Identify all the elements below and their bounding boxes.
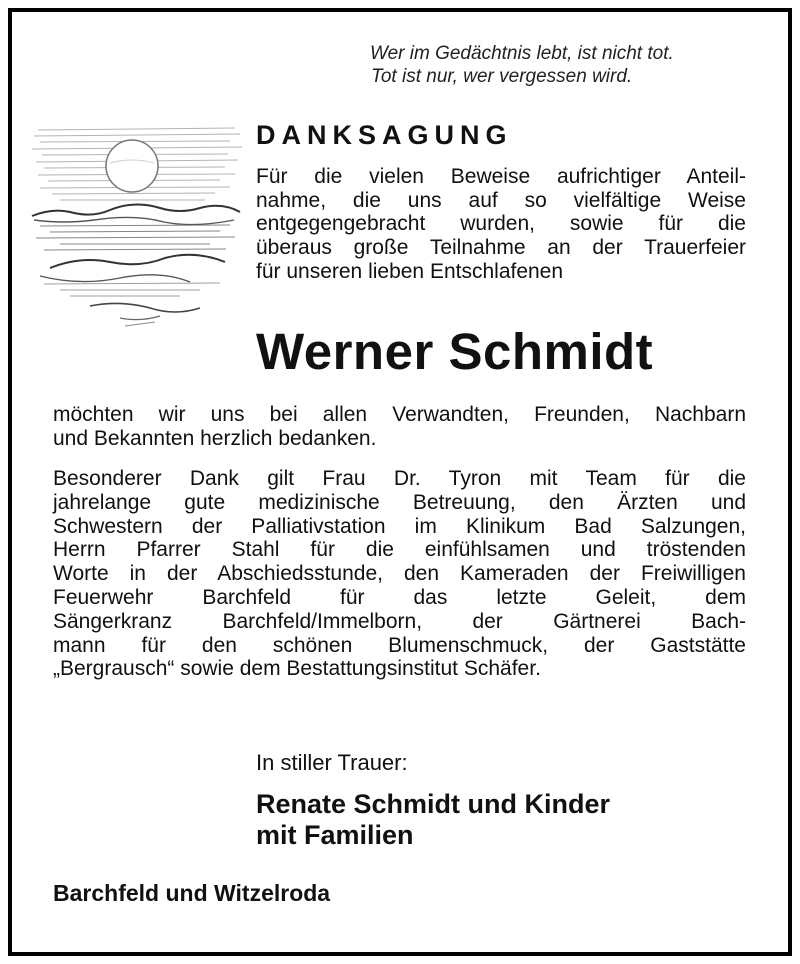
mourning-label: In stiller Trauer: — [256, 750, 408, 775]
mourners-line: mit Familien — [256, 820, 414, 850]
mourners-block — [256, 789, 610, 851]
paragraph-line: Schwestern der Palliativstation im Klinikum Bad Salzungen, — [53, 514, 746, 538]
thanks-paragraph — [53, 403, 746, 451]
intro-line: entgegengebracht wurden, sowie für die — [256, 212, 746, 236]
moon-over-hills-sketch-icon — [30, 118, 245, 336]
paragraph-line: mann für den schönen Blumenschmuck, der Gaststätte — [53, 633, 746, 657]
motto-line: Tot ist nur, wer vergessen wird. — [371, 66, 633, 87]
mourners-line: Renate Schmidt und Kinder — [256, 789, 611, 819]
paragraph-line: Sängerkranz Barchfeld/Immelborn, der Gärtnerei Bach- — [53, 609, 746, 633]
paragraph-line: „Bergrausch“ sowie dem Bestattungsinstitut Schäfer. — [53, 657, 541, 681]
intro-line: nahme, die uns auf so vielfältige Weise — [256, 188, 746, 212]
intro-line: Für die vielen Beweise aufrichtiger Anteil- — [256, 165, 746, 188]
paragraph-line: und Bekannten herzlich bedanken. — [53, 427, 377, 450]
place-names: Barchfeld und Witzelroda — [53, 880, 331, 906]
paragraph-line: Feuerwehr Barchfeld für das letzte Geleit, dem — [53, 585, 746, 609]
paragraph-line: Besonderer Dank gilt Frau Dr. Tyron mit Team für die — [53, 467, 746, 490]
intro-text — [256, 165, 746, 284]
deceased-name: Werner Schmidt — [256, 323, 654, 380]
special-thanks-paragraph — [53, 467, 746, 681]
intro-line: für unseren lieben Entschlafenen — [256, 259, 564, 283]
motto-quote — [370, 42, 750, 88]
paragraph-line: Herrn Pfarrer Stahl für die einfühlsamen und tröstenden — [53, 538, 746, 562]
paragraph-line: möchten wir uns bei allen Verwandten, Freunden, Nachbarn — [53, 403, 746, 426]
motto-line: Wer im Gedächtnis lebt, ist nicht tot. — [370, 43, 674, 64]
paragraph-line: jahrelange gute medizinische Betreuung, den Ärzten und — [53, 490, 746, 514]
notice-title: DANKSAGUNG — [256, 120, 513, 150]
intro-line: überaus große Teilnahme an der Trauerfeier — [256, 236, 746, 260]
paragraph-line: Worte in der Abschiedsstunde, den Kameraden der Freiwilligen — [53, 562, 746, 586]
